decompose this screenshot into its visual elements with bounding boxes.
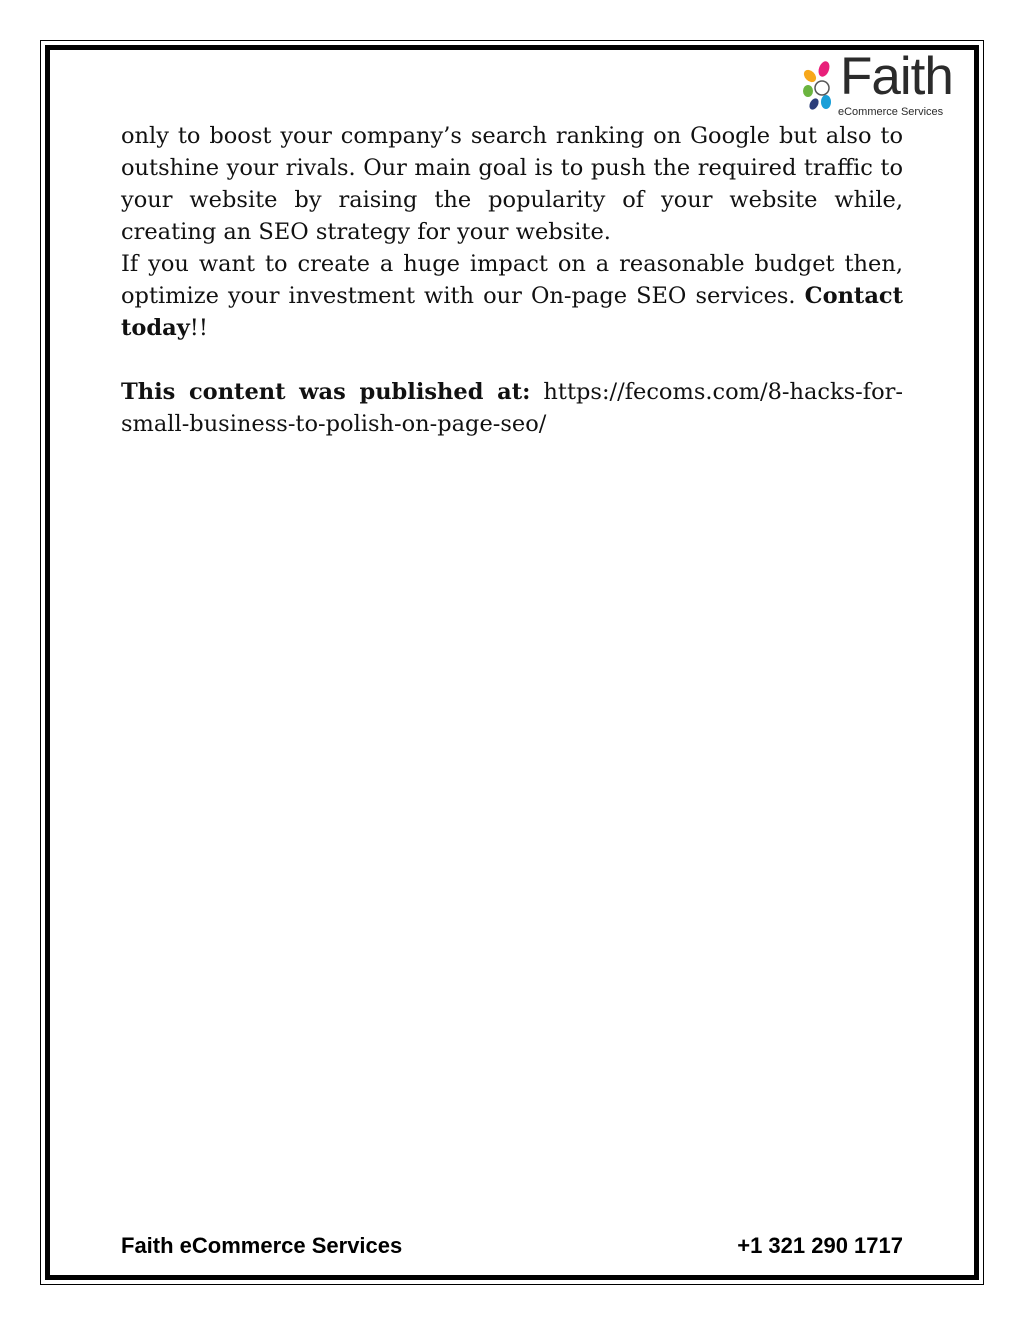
paragraph-2-end: !! xyxy=(189,315,208,341)
logo-wordmark: Faith xyxy=(840,47,953,106)
body-paragraph-1: only to boost your company’s search ranking on Google but also to outshine your rivals. Our main goal is to push the required traffic to your website by raising the popularity of your website while, creating an SEO strategy for your website. xyxy=(121,123,903,245)
paragraph-2-text: If you want to create a huge impact on a reasonable budget then, optimize your investment with our On-page SEO services. xyxy=(121,251,903,309)
company-logo xyxy=(800,47,960,122)
contact-today-link: Contact today xyxy=(121,283,903,341)
flower-logo-icon xyxy=(800,60,840,116)
body-paragraph-2 xyxy=(121,248,903,344)
logo-tagline: eCommerce Services xyxy=(838,106,944,118)
published-at-line xyxy=(121,376,903,440)
published-label: This content was published at: xyxy=(121,379,531,405)
published-url: https://fecoms.com/8-hacks-for-small-business-to-polish-on-page-seo/ xyxy=(121,379,904,437)
footer-company: Faith eCommerce Services xyxy=(121,1233,403,1258)
footer-phone: +1 321 290 1717 xyxy=(737,1233,903,1258)
document-body xyxy=(121,120,903,440)
page-footer xyxy=(121,1233,903,1259)
